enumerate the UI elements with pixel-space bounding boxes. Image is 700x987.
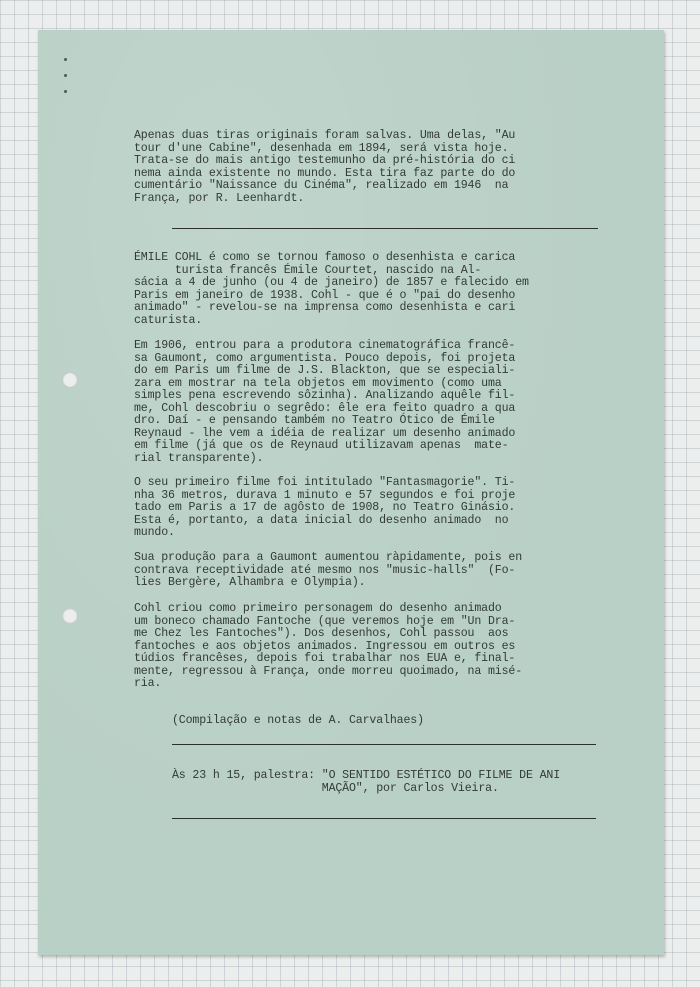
lecture-announcement: Às 23 h 15, palestra: "O SENTIDO ESTÉTICO DO FILME DE ANI MAÇÃO", por Carlos Vieira. — [172, 769, 561, 795]
divider-rule — [172, 228, 598, 229]
production-paragraph: Sua produção para a Gaumont aumentou ràpidamente, pois en contrava receptividade até mesmo nos "music-halls" (Fo- lies Bergère, Alhambra e Olympia). — [134, 551, 523, 589]
punch-hole — [62, 608, 78, 624]
punch-hole — [62, 372, 78, 388]
staple-mark — [64, 74, 67, 77]
first-film-paragraph: O seu primeiro filme foi intitulado "Fantasmagorie". Ti- nha 36 metros, durava 1 minuto e 57 segundos e foi proje tado em Paris a 17 de agôsto de 1908, no Teatro Ginásio. Esta é, portanto, a data inicial do desenho animado no mundo. — [134, 476, 516, 539]
compilation-credit: (Compilação e notas de A. Carvalhaes) — [172, 714, 424, 727]
staple-mark — [64, 90, 67, 93]
intro-paragraph: Apenas duas tiras originais foram salvas. Uma delas, "Au tour d'une Cabine", desenhada em 1894, será vista hoje. Trata-se do mais antigo testemunho da pré-história do ci nema ainda existente no mundo. Esta tira faz parte do do cumentário "Naissance du Cinéma", realizado em 1946 na França, por R. Leenhardt. — [134, 129, 516, 205]
cohl-bio-paragraph: ÉMILE COHL é como se tornou famoso o desenhista e carica turista francês Émile Courtet, nascido na Al- sácia a 4 de junho (ou 4 de janeiro) de 1857 e falecido em Paris em janeiro de 1938. Cohl - que é o "pai do desenho animado" - revelou-se na imprensa como desenhista e cari caturista. — [134, 251, 529, 327]
divider-rule — [172, 744, 596, 745]
staple-mark — [64, 58, 67, 61]
gaumont-paragraph: Em 1906, entrou para a produtora cinematográfica francê- sa Gaumont, como argumentista. Pouco depois, foi projeta do em Paris um filme de J.S. Blackton, que se especiali- zara em mostrar na tela objetos em movimento (como uma simples pena escrevendo sôzinha). Analizando aquêle fil- me, Cohl descobriu o segrêdo: êle era feito quadro a qua dro. Daí - e pensando também no Teatro Ótico de Émile Reynaud - lhe vem a idéia de realizar um desenho animado em filme (já que os de Reynaud utilizavam apenas mate- rial transparente). — [134, 339, 516, 465]
divider-rule — [172, 818, 596, 819]
fantoche-paragraph: Cohl criou como primeiro personagem do desenho animado um boneco chamado Fantoche (que veremos hoje em "Un Dra- me Chez les Fantoches"). Dos desenhos, Cohl passou aos fantoches e aos objetos animados. Ingressou em outros es túdios francêses, depois foi trabalhar nos EUA e, final- mente, regressou à França, onde morreu quoimado, na misé- ria. — [134, 602, 523, 690]
